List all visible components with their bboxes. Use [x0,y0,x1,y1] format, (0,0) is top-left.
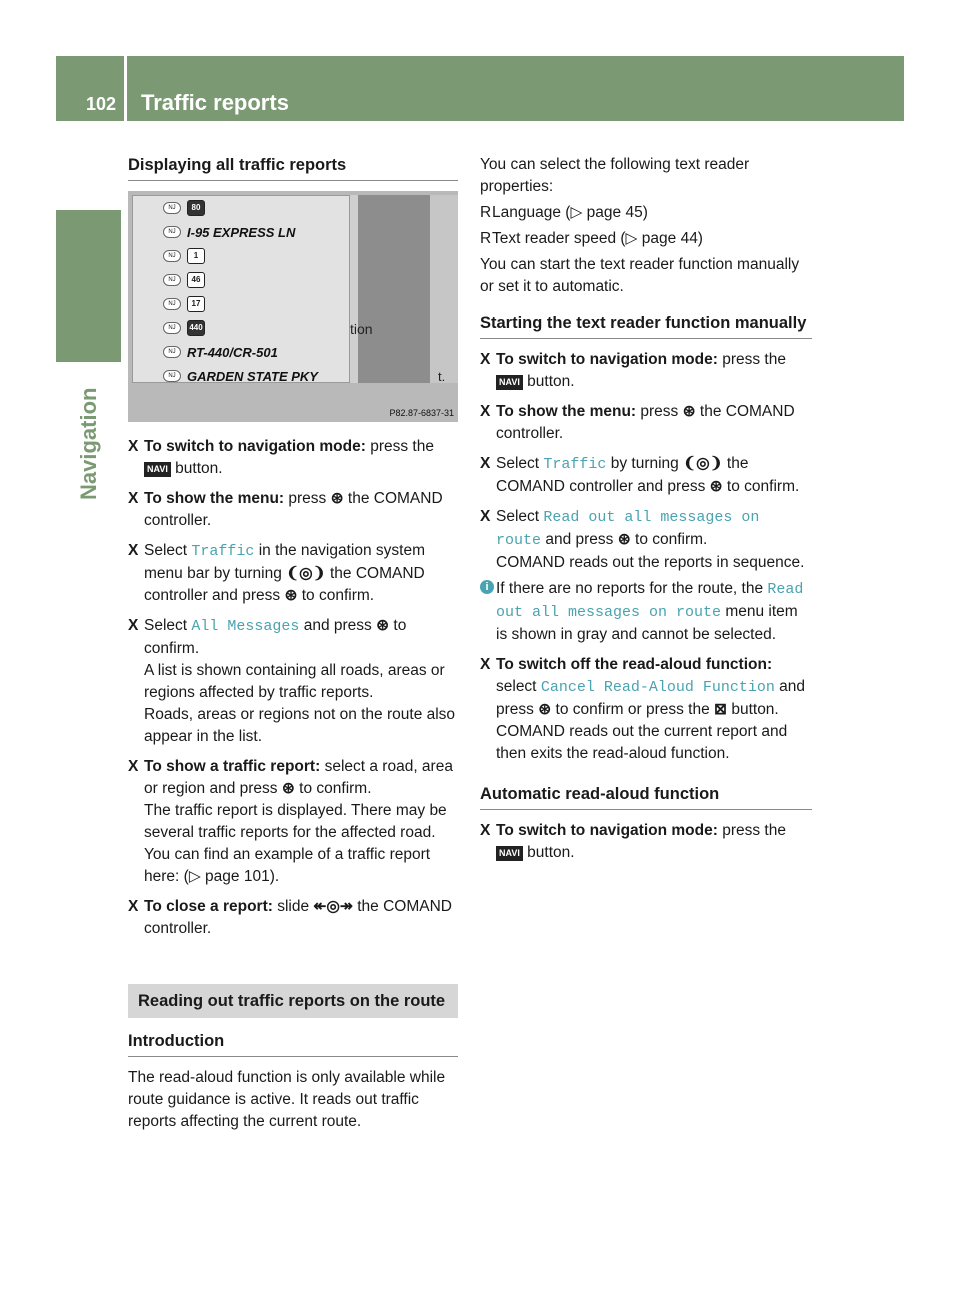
step-marker: X [128,758,139,775]
press-icon: ⊛ [376,617,390,634]
state-badge: NJ [163,322,181,334]
right-column [480,154,812,864]
state-badge: NJ [163,202,181,214]
step-marker: X [480,351,491,368]
navi-key-icon: NAVI [144,462,171,477]
step-read-out-all: X Select Read out all messages on route and press ⊛ to confirm. COMAND reads out the reports in sequence. [480,508,805,571]
route-shield: 46 [187,272,205,288]
step-select-traffic: X Select Traffic by turning ❨◎❩ the COMAND controller and press ⊛ to confirm. [480,455,800,495]
step-marker: X [480,822,491,839]
route-shield: 80 [187,200,205,216]
press-icon: ⊛ [538,701,552,718]
navi-key-icon: NAVI [496,375,523,390]
list-item [163,342,278,362]
step-select-all-messages: X Select All Messages and press ⊛ to confirm. A list is shown containing all roads, areas or regions affected by traffic reports. Roads, areas or regions not on the route also appear in the list. [128,617,456,745]
list-item [163,198,205,218]
page-ref-arrow-icon: ▷ [570,204,583,221]
page-title: Traffic reports [141,90,289,115]
list-item [163,366,318,386]
step-show-report: X To show a traffic report: select a road, area or region and press ⊛ to confirm. The traffic report is displayed. There may be several traffic reports for the affected road. You can find an example of a traffic report here: (▷ page 101). [128,758,453,885]
menu-term: Traffic [543,456,607,473]
state-badge: NJ [163,250,181,262]
screen-image [128,191,458,422]
left-column [128,154,458,1133]
press-icon: ⊛ [281,780,295,797]
bullet-marker: R [480,230,492,247]
menu-term: All Messages [191,618,300,635]
route-shield: 440 [187,320,205,336]
intro-text: The read-aloud function is only available while route guidance is active. It reads out traffic reports affecting the current route. [128,1069,446,1130]
press-icon: ⊛ [284,587,298,604]
page-number: 102 [86,94,117,114]
step-navi-mode: X To switch to navigation mode: press the NAVI button. [128,438,434,477]
subsection-title-introduction: Introduction [128,1030,458,1057]
step-marker: X [128,490,139,507]
section-title-all-reports: Displaying all traffic reports [128,154,458,181]
step-close-report: X To close a report: slide ↞◎↠ the COMAND controller. [128,898,452,937]
state-badge: NJ [163,346,181,358]
side-label: Navigation [76,387,101,500]
menu-panel [358,195,430,383]
step-marker: X [480,656,491,673]
image-reference: P82.87-6837-31 [389,408,454,418]
properties-intro: You can select the following text reader properties: [480,156,750,195]
press-icon: ⊛ [709,478,723,495]
route-shield: 17 [187,296,205,312]
step-show-menu: X To show the menu: press ⊛ the COMAND controller. [128,490,443,529]
step-marker: X [480,455,491,472]
state-badge: NJ [163,226,181,238]
bullet-marker: R [480,204,492,221]
press-icon: ⊛ [682,403,696,420]
step-marker: X [128,438,139,455]
list-item [163,318,205,338]
section-title-automatic: Automatic read-aloud function [480,783,812,810]
menu-fragment: tion [350,321,373,337]
side-tab [56,210,121,362]
manual-or-auto-text: You can start the text reader function manually or set it to automatic. [480,256,800,295]
press-icon: ⊛ [617,531,631,548]
bullet-language: R Language (▷ page 45) [480,202,812,224]
step-marker: X [128,898,139,915]
page-ref-arrow-icon: ▷ [625,230,638,247]
menu-term: Traffic [191,543,255,560]
press-icon: ⊛ [330,490,344,507]
turn-icon: ❨◎❩ [683,455,723,472]
header-separator [124,56,127,121]
state-badge: NJ [163,274,181,286]
list-item [163,270,205,290]
step-show-menu: X To show the menu: press ⊛ the COMAND controller. [480,403,795,442]
section-title-manual: Starting the text reader function manually [480,312,812,339]
navi-key-icon: NAVI [496,846,523,861]
state-badge: NJ [163,298,181,310]
road-list [132,195,350,383]
menu-term: Read out all messages on route [496,581,804,621]
menu-term: Cancel Read-Aloud Function [540,679,775,696]
slide-icon: ↞◎↠ [313,898,353,915]
mute-icon: ⊠ [714,701,728,718]
page-ref-arrow-icon: ▷ [188,868,201,885]
list-item [163,246,205,266]
list-item [163,294,205,314]
step-navi-mode: X To switch to navigation mode: press the NAVI button. [480,822,786,861]
step-switch-off: X To switch off the read-aloud function: select Cancel Read-Aloud Function and press ⊛ to confirm or press the ⊠ button. COMAND reads out the current report and then exits the read-aloud function. [480,656,806,762]
step-navi-mode: X To switch to navigation mode: press the NAVI button. [480,351,786,390]
step-marker: X [128,542,139,559]
step-marker: X [128,617,139,634]
menu-fragment: t. [438,369,446,384]
info-icon: i [480,580,494,594]
road-name: RT-440/CR-501 [187,344,278,360]
list-scrollbar [350,195,358,383]
section-title-reading-out: Reading out traffic reports on the route [128,984,458,1018]
info-note: i If there are no reports for the route, the Read out all messages on route menu item is shown in gray and cannot be selected. [480,578,812,646]
step-marker: X [480,403,491,420]
road-name: GARDEN STATE PKY [187,368,318,384]
road-name: I-95 EXPRESS LN [187,224,296,240]
step-select-traffic: X Select Traffic in the navigation system menu bar by turning ❨◎❩ the COMAND controller and press ⊛ to confirm. [128,542,425,604]
step-marker: X [480,508,491,525]
state-badge: NJ [163,370,181,382]
bullet-speed: R Text reader speed (▷ page 44) [480,228,812,250]
menu-term: Read out all messages on route [496,509,760,549]
list-item [163,222,295,242]
screen-edge [430,195,458,383]
turn-icon: ❨◎❩ [286,565,326,582]
route-shield: 1 [187,248,205,264]
